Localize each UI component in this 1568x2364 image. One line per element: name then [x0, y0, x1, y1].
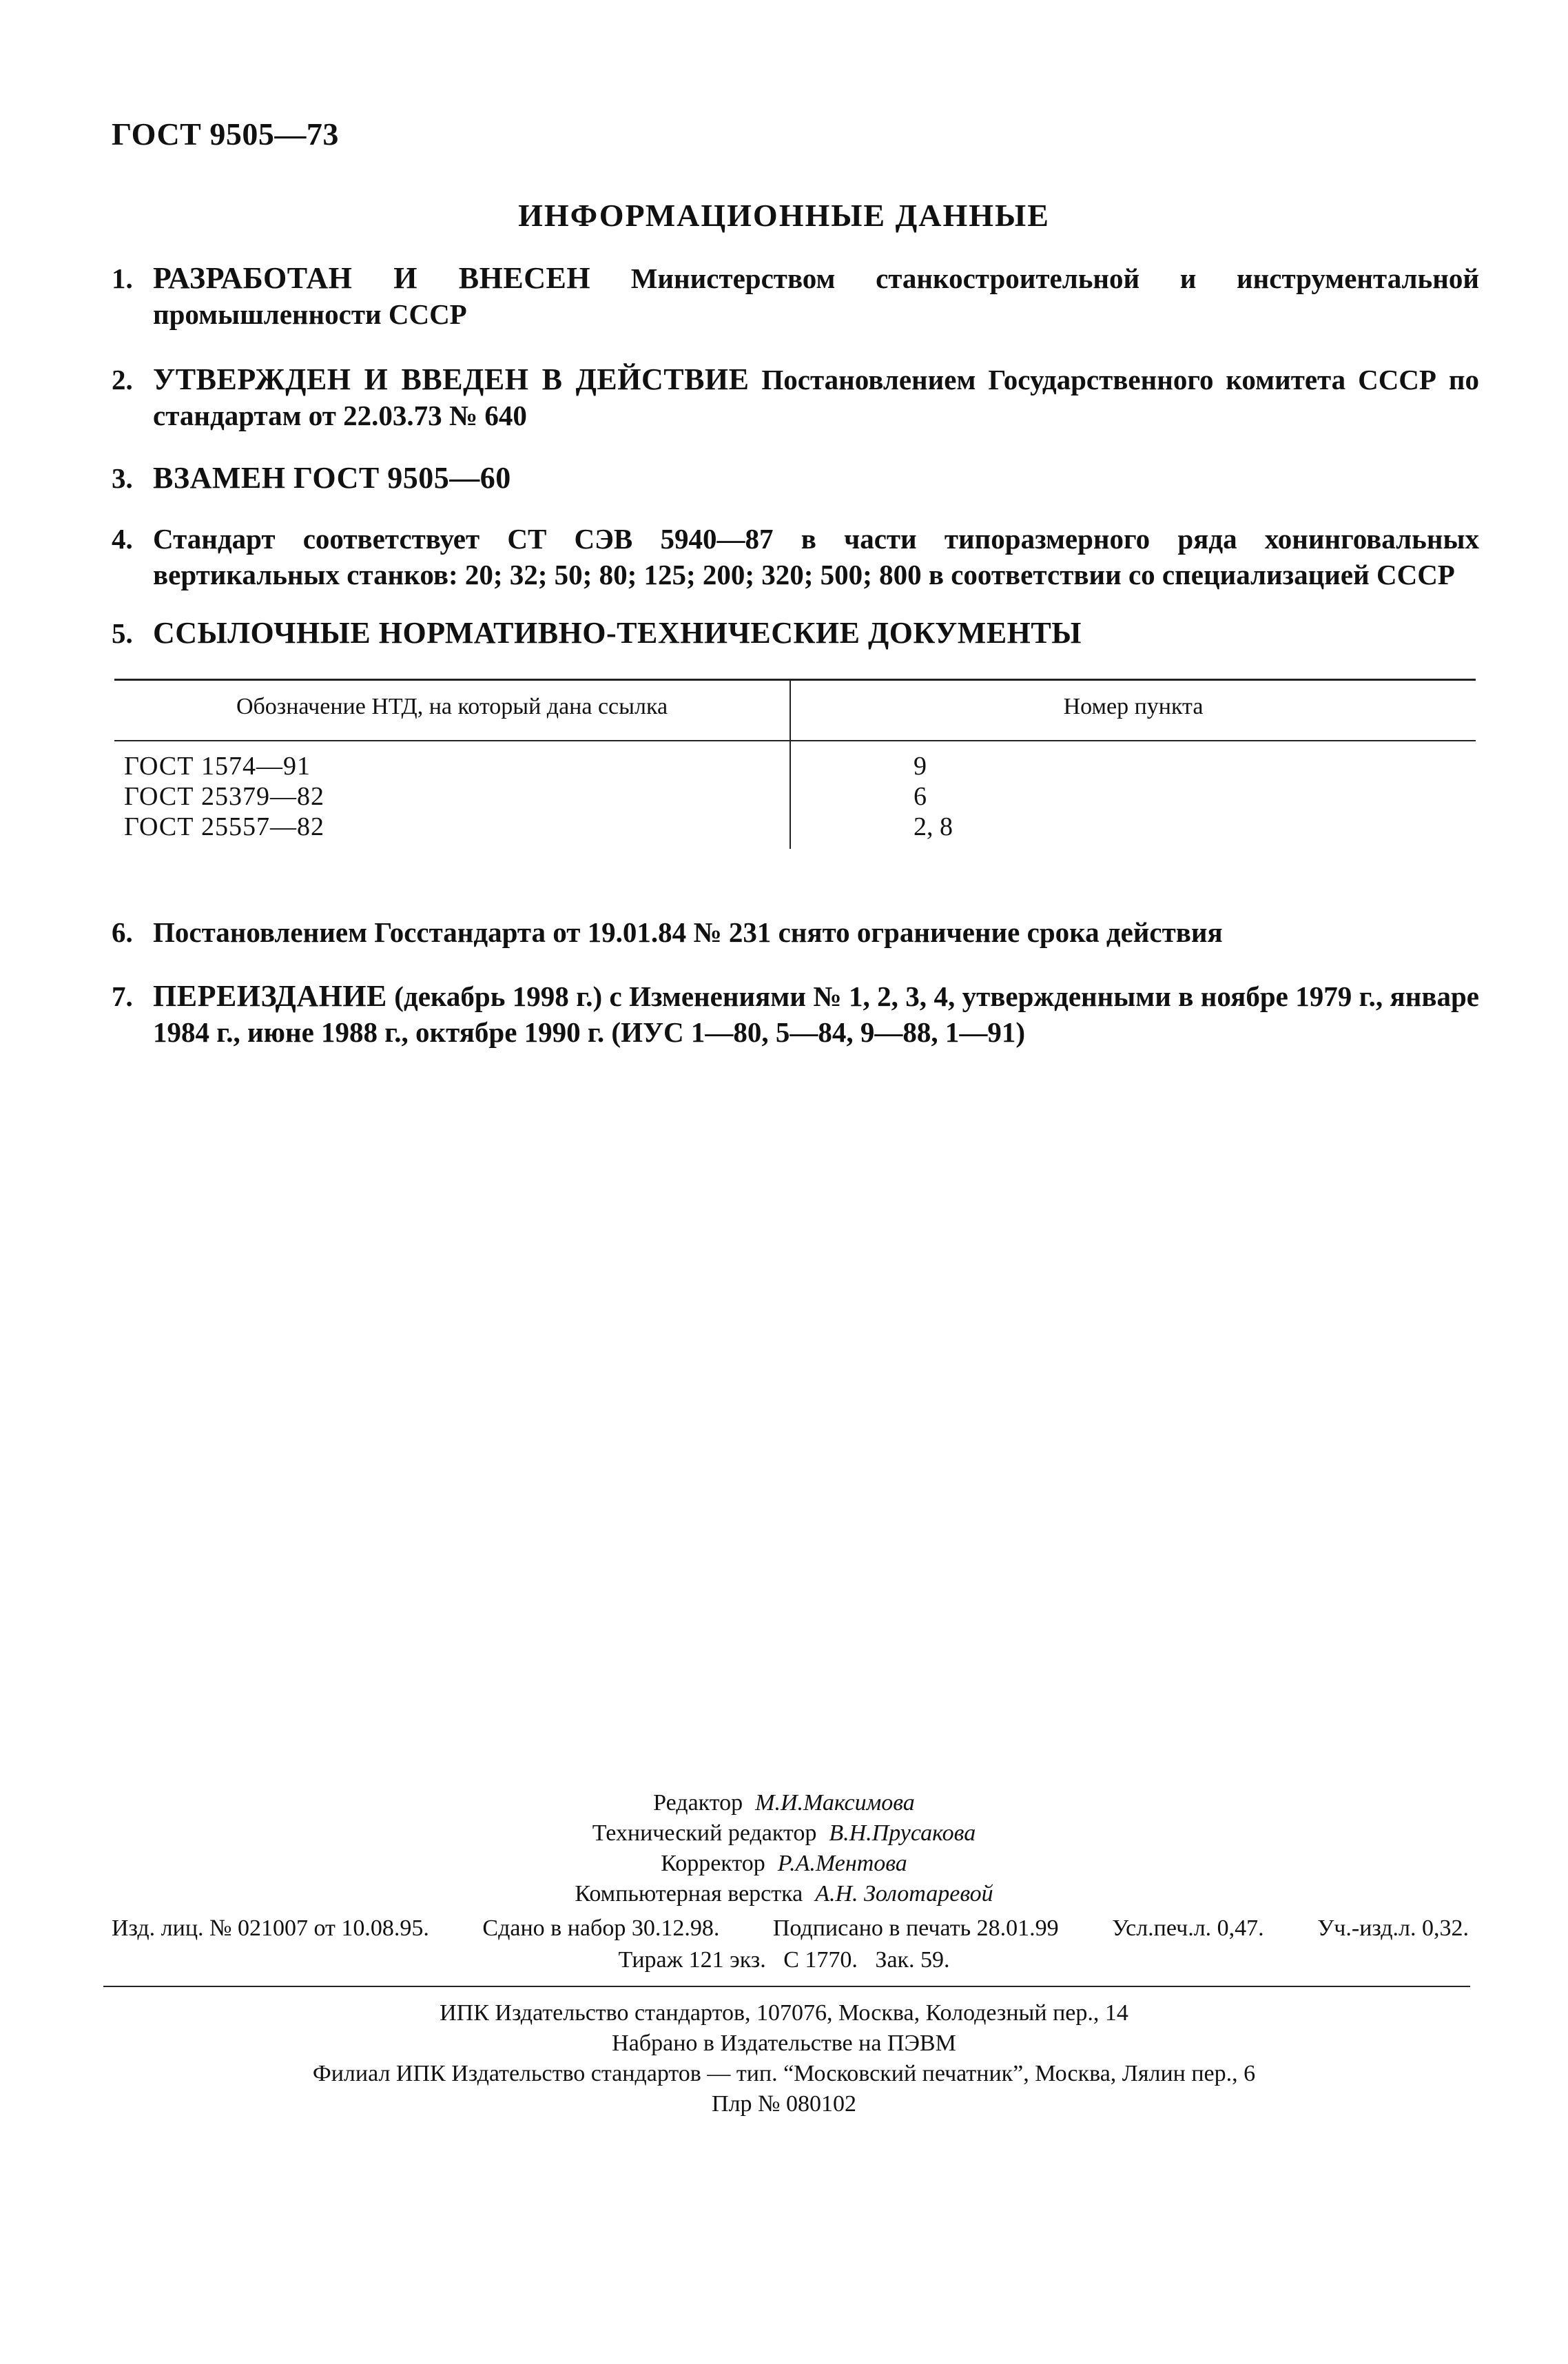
table-row [114, 751, 1476, 781]
item-body [153, 260, 1479, 332]
info-item-4 [112, 521, 1479, 593]
item-text: Постановлением Госстандарта от 19.01.84 № 231 снято ограничение срока действия [153, 916, 1223, 948]
reference-documents-table [114, 679, 1476, 849]
circulation-info: Тираж 121 экз. С 1770. Зак. 59. [618, 1947, 950, 1973]
info-item-7 [112, 978, 1479, 1050]
item-lead: ССЫЛОЧНЫЕ НОРМАТИВНО-ТЕХНИЧЕСКИЕ ДОКУМЕНТЫ [153, 616, 1082, 650]
publisher-line: ИПК Издательство стандартов, 107076, Москва, Колодезный пер., 14 [440, 2000, 1128, 2026]
item-lead: ПЕРЕИЗДАНИЕ [153, 979, 387, 1013]
info-item-6 [112, 914, 1479, 950]
credit-role: Корректор [661, 1851, 765, 1876]
item-number: 3. [112, 462, 133, 494]
table-header-clause: Номер пункта [1063, 694, 1204, 719]
table-cell-designation: ГОСТ 25379—82 [124, 782, 324, 811]
table-header-rule [114, 740, 1476, 741]
item-body [153, 460, 1479, 496]
item-number: 1. [112, 263, 133, 294]
info-item-3 [112, 460, 1479, 496]
item-number: 5. [112, 617, 133, 649]
item-lead: ВЗАМЕН ГОСТ 9505—60 [153, 461, 511, 495]
imprint-typeset-date: Сдано в набор 30.12.98. [482, 1915, 720, 1941]
imprint-print-date: Подписано в печать 28.01.99 [772, 1915, 1059, 1941]
credit-role: Технический редактор [592, 1820, 817, 1846]
publisher-line: Плр № 080102 [712, 2091, 856, 2117]
info-item-1 [112, 260, 1479, 332]
publisher-line: Филиал ИПК Издательство стандартов — тип. “Московский печатник”, Москва, Лялин пер., 6 [312, 2061, 1256, 2086]
item-number: 2. [112, 364, 133, 395]
imprint-details [112, 1915, 1469, 1942]
item-body [153, 521, 1479, 593]
editorial-credits [0, 1788, 1568, 1909]
credit-line [0, 1818, 1568, 1849]
publisher-line: Набрано в Издательстве на ПЭВМ [612, 2031, 956, 2056]
item-number: 4. [112, 523, 133, 555]
document-code: ГОСТ 9505—73 [112, 116, 339, 152]
info-item-5 [112, 615, 1479, 651]
credit-line [0, 1879, 1568, 1909]
credit-person: М.И.Максимова [755, 1790, 915, 1816]
publisher-info [0, 1998, 1568, 2119]
section-heading: ИНФОРМАЦИОННЫЕ ДАННЫЕ [518, 198, 1050, 233]
item-lead: РАЗРАБОТАН И ВНЕСЕН [153, 261, 591, 295]
imprint-license: Изд. лиц. № 021007 от 10.08.95. [112, 1915, 429, 1941]
item-body [153, 978, 1479, 1050]
credit-person: Р.А.Ментова [777, 1851, 907, 1876]
imprint-publisher-sheets: Уч.-изд.л. 0,32. [1317, 1915, 1469, 1941]
item-text: Постановлением Государственного комитета СССР по стандартам от 22.03.73 № 640 [153, 364, 1479, 431]
table-top-rule [114, 679, 1476, 681]
item-text: (декабрь 1998 г.) с Изменениями № 1, 2, 3, 4, утвержденными в ноябре 1979 г., январе 1984 г., июне 1988 г., октябре 1990 г. (ИУС 1—80, 5—84, 9—88, 1—91) [153, 980, 1479, 1048]
item-body [153, 615, 1479, 651]
table-cell-designation: ГОСТ 25557—82 [124, 812, 324, 841]
imprint-printed-sheets: Усл.печ.л. 0,47. [1112, 1915, 1264, 1941]
credit-line [0, 1788, 1568, 1818]
item-lead: УТВЕРЖДЕН И ВВЕДЕН В ДЕЙСТВИЕ [153, 362, 750, 396]
item-number: 6. [112, 916, 133, 948]
info-item-2 [112, 362, 1479, 433]
table-cell-clause: 6 [914, 782, 927, 811]
table-cell-clause: 2, 8 [914, 812, 953, 841]
table-cell-clause: 9 [914, 752, 927, 781]
footer-divider [103, 1986, 1470, 1987]
credit-role: Компьютерная верстка [575, 1881, 803, 1906]
table-body [114, 751, 1476, 842]
table-row [114, 781, 1476, 812]
item-text: Министерством станкостроительной и инструментальной промышленности СССР [153, 263, 1479, 330]
item-body [153, 362, 1479, 433]
item-text: Стандарт соответствует СТ СЭВ 5940—87 в части типоразмерного ряда хонинговальных вертикальных станков: 20; 32; 50; 80; 125; 200; 320; 500; 800 в соответствии со специализацией СССР [153, 523, 1479, 590]
credit-role: Редактор [653, 1790, 743, 1816]
credit-line [0, 1849, 1568, 1879]
item-body [153, 914, 1479, 950]
item-number: 7. [112, 980, 133, 1012]
table-row [114, 812, 1476, 842]
table-header-designation: Обозначение НТД, на который дана ссылка [236, 694, 668, 719]
credit-person: В.Н.Прусакова [829, 1820, 976, 1846]
credit-person: А.Н. Золотаревой [815, 1881, 993, 1906]
table-cell-designation: ГОСТ 1574—91 [124, 752, 311, 781]
